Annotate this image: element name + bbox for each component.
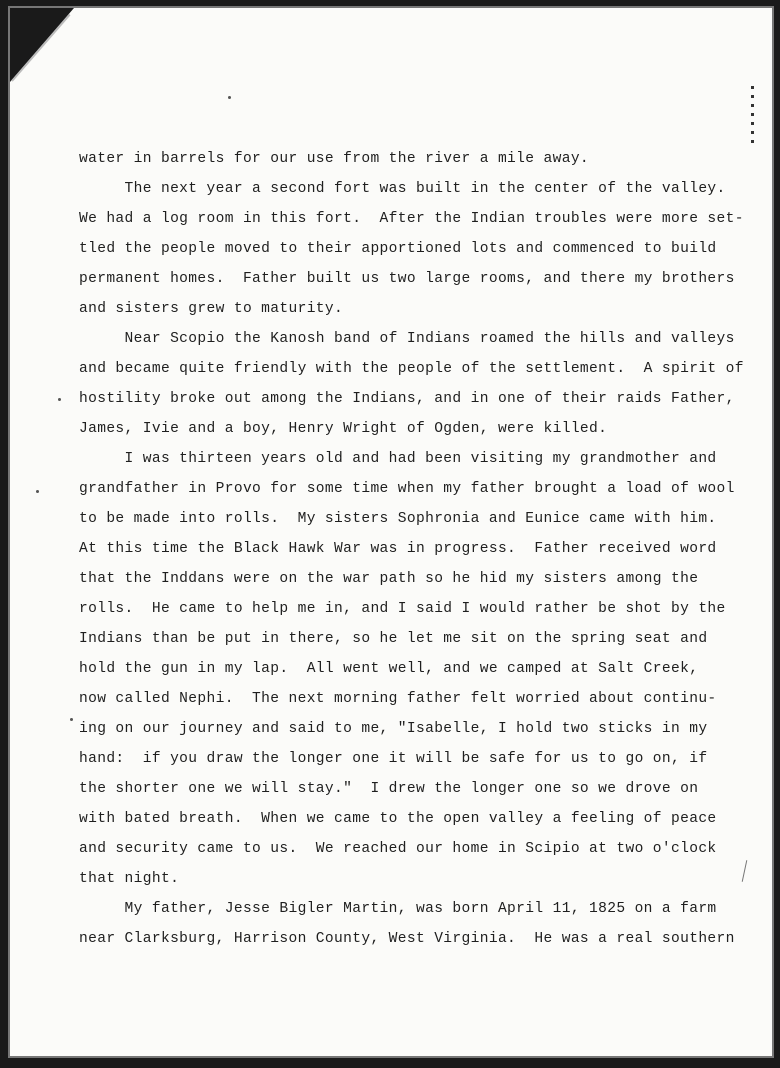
text-line: water in barrels for our use from the river a mile away. xyxy=(79,151,590,167)
text-line: At this time the Black Hawk War was in progress. Father received word xyxy=(79,541,717,557)
text-line: the shorter one we will stay." I drew the longer one so we drove on xyxy=(79,781,699,797)
text-line: near Clarksburg, Harrison County, West Virginia. He was a real southern xyxy=(79,931,735,947)
text-line: hostility broke out among the Indians, and in one of their raids Father, xyxy=(79,391,735,407)
text-line: that night. xyxy=(79,871,180,887)
text-line: grandfather in Provo for some time when my father brought a load of wool xyxy=(79,481,735,497)
text-line: hold the gun in my lap. All went well, and we camped at Salt Creek, xyxy=(79,661,699,677)
text-line: now called Nephi. The next morning father felt worried about continu- xyxy=(79,691,717,707)
text-line: hand: if you draw the longer one it will be safe for us to go on, if xyxy=(79,751,708,767)
text-line: and became quite friendly with the people of the settlement. A spirit of xyxy=(79,361,744,377)
text-line: ing on our journey and said to me, "Isabelle, I hold two sticks in my xyxy=(79,721,708,737)
text-line: My father, Jesse Bigler Martin, was born April 11, 1825 on a farm xyxy=(79,901,717,917)
ink-speck xyxy=(70,718,73,721)
text-line: permanent homes. Father built us two large rooms, and there my brothers xyxy=(79,271,735,287)
text-line: We had a log room in this fort. After the Indian troubles were more set- xyxy=(79,211,744,227)
text-line: and security came to us. We reached our home in Scipio at two o'clock xyxy=(79,841,717,857)
ink-speck xyxy=(58,398,61,401)
ink-speck xyxy=(36,490,39,493)
text-line: rolls. He came to help me in, and I said I would rather be shot by the xyxy=(79,601,726,617)
text-line: The next year a second fort was built in the center of the valley. xyxy=(79,181,726,197)
text-line: and sisters grew to maturity. xyxy=(79,301,344,317)
ink-speck xyxy=(228,96,231,99)
text-line: I was thirteen years old and had been visiting my grandmother and xyxy=(79,451,717,467)
edge-punch-marks xyxy=(751,86,754,146)
text-line: Near Scopio the Kanosh band of Indians roamed the hills and valleys xyxy=(79,331,735,347)
text-line: Indians than be put in there, so he let me sit on the spring seat and xyxy=(79,631,708,647)
text-line: with bated breath. When we came to the open valley a feeling of peace xyxy=(79,811,717,827)
text-line: tled the people moved to their apportioned lots and commenced to build xyxy=(79,241,717,257)
text-line: that the Inddans were on the war path so he hid my sisters among the xyxy=(79,571,699,587)
paper-scratch xyxy=(742,860,748,882)
text-line: James, Ivie and a boy, Henry Wright of Ogden, were killed. xyxy=(79,421,608,437)
text-line: to be made into rolls. My sisters Sophronia and Eunice came with him. xyxy=(79,511,717,527)
